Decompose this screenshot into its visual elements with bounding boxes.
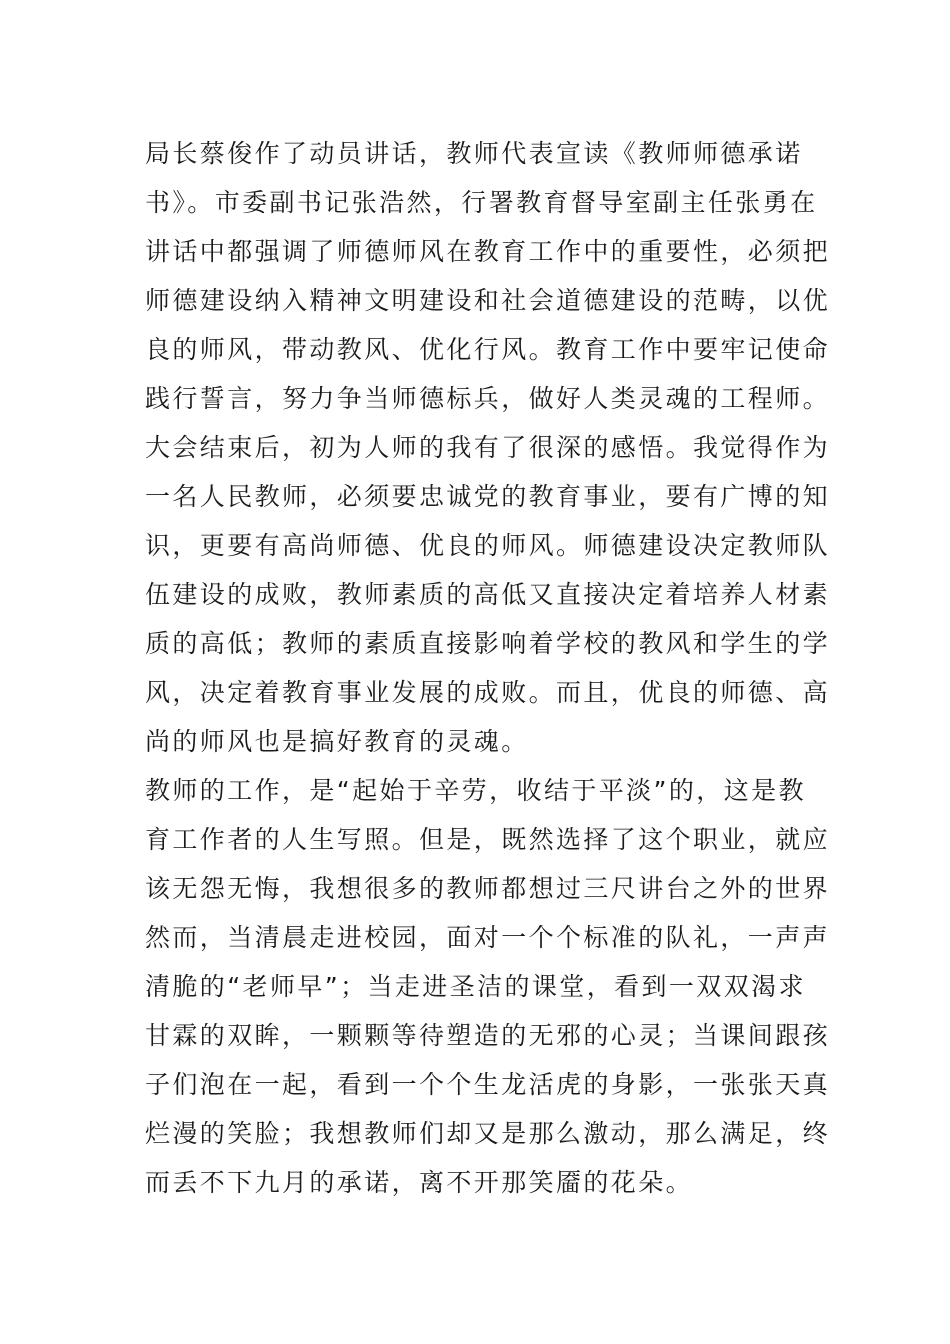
text-line: 而丢不下九月的承诺，离不开那笑靥的花朵。 xyxy=(145,1168,694,1197)
text-line: 讲话中都强调了师德师风在教育工作中的重要性，必须把 xyxy=(145,237,831,266)
text-line: 子们泡在一起，看到一个个生龙活虎的身影，一张张天真 xyxy=(145,1070,831,1099)
text-line: 甘霖的双眸，一颗颗等待塑造的无邪的心灵；当课间跟孩 xyxy=(145,1021,831,1050)
text-line: 书》。市委副书记张浩然，行署教育督导室副主任张勇在 xyxy=(145,188,818,217)
paragraph-reflection xyxy=(145,423,831,766)
text-line: 尚的师风也是搞好教育的灵魂。 xyxy=(145,727,529,756)
text-line: 烂漫的笑脸；我想教师们却又是那么激动，那么满足，终 xyxy=(145,1119,831,1148)
paragraph-speech xyxy=(145,129,831,423)
text-line: 践行誓言，努力争当师德标兵，做好人类灵魂的工程师。 xyxy=(145,384,831,413)
document-body xyxy=(145,129,831,1207)
paragraph-teacher-work xyxy=(145,766,831,1207)
text-line: 然而，当清晨走进校园，面对一个个标准的队礼，一声声 xyxy=(145,923,831,952)
text-line: 伍建设的成败，教师素质的高低又直接决定着培养人材素 xyxy=(145,580,831,609)
text-line: 该无怨无悔，我想很多的教师都想过三尺讲台之外的世界 xyxy=(145,874,831,903)
text-line: 大会结束后，初为人师的我有了很深的感悟。我觉得作为 xyxy=(145,433,831,462)
text-line: 良的师风，带动教风、优化行风。教育工作中要牢记使命 xyxy=(145,335,831,364)
text-line: 质的高低；教师的素质直接影响着学校的教风和学生的学 xyxy=(145,629,831,658)
text-line: 一名人民教师，必须要忠诚党的教育事业，要有广博的知 xyxy=(145,482,831,511)
text-line: 育工作者的人生写照。但是，既然选择了这个职业，就应 xyxy=(145,825,831,854)
text-line: 清脆的“老师早”；当走进圣洁的课堂，看到一双双渴求 xyxy=(145,972,806,1001)
text-line: 局长蔡俊作了动员讲话，教师代表宣读《教师师德承诺 xyxy=(145,139,803,168)
text-line: 风，决定着教育事业发展的成败。而且，优良的师德、高 xyxy=(145,678,831,707)
text-line: 教师的工作，是“起始于辛劳，收结于平淡”的，这是教 xyxy=(145,776,806,805)
text-line: 师德建设纳入精神文明建设和社会道德建设的范畴，以优 xyxy=(145,286,831,315)
text-line: 识，更要有高尚师德、优良的师风。师德建设决定教师队 xyxy=(145,531,831,560)
